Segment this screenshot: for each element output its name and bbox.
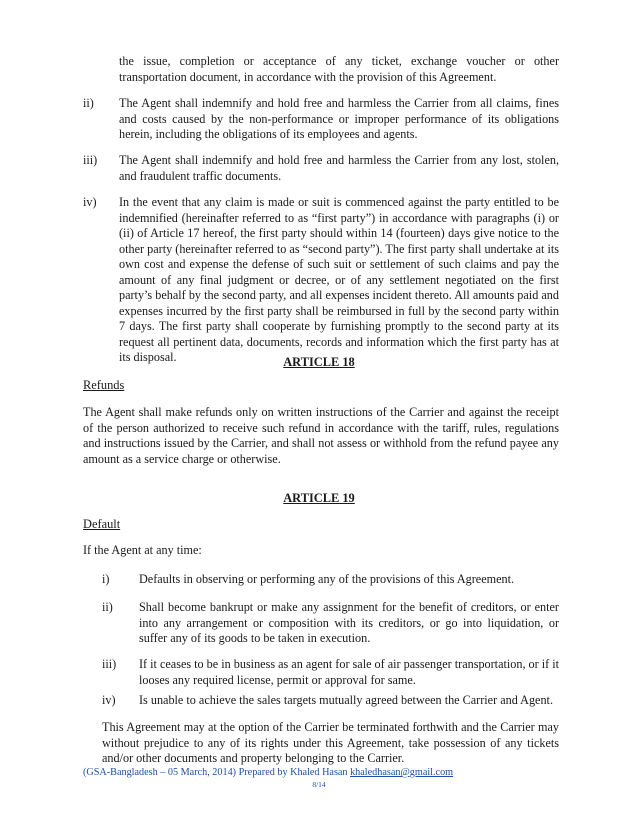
- list-item: Is unable to achieve the sales targets mutually agreed between the Carrier and Agent.: [139, 693, 553, 707]
- article-19-closing: This Agreement may at the option of the Carrier be terminated forthwith and the Carrier may without prejudice to any of its rights under this Agreement, take possession of any tickets and/or other documents and property belonging to the Carrier.: [102, 720, 559, 765]
- article-19-intro: If the Agent at any time:: [83, 543, 202, 557]
- list-item: If it ceases to be in business as an agent for sale of air passenger transportation, or if it looses any required license, permit or approval for same.: [139, 657, 559, 687]
- list-item: Defaults in observing or performing any of the provisions of this Agreement.: [139, 572, 515, 586]
- list-item: The Agent shall indemnify and hold free and harmless the Carrier from all claims, fines and costs caused by the non-performance or improper performance of its obligations herein, including the obligations of its employees and agents.: [119, 96, 559, 141]
- article-18-body: The Agent shall make refunds only on written instructions of the Carrier and against the receipt of the person authorized to receive such refund in accordance with the tariff, rules, regulations and instructions issued by the Carrier, and shall not assess or withhold from the refund payee any amount as a service charge or otherwise.: [83, 405, 559, 466]
- list-item: In the event that any claim is made or suit is commenced against the party entitled to be indemnified (hereinafter referred to as “first party”) in accordance with paragraphs (i) or (ii) of Article 17 hereof, the first party should within 14 (fourteen) days give notice to the other party (hereinafter referred to as “second party”). The first party shall undertake at its own cost and expense the defense of such suit or settlement of such claims and pay the amount of any final judgment or decree, or of any settlement negotiated on the first party’s behalf by the second party, and all expenses incident thereto. All amounts paid and expenses incurred by the first party shall be reimbursed in full by the second party within 7 days. The first party shall cooperate by furnishing promptly to the second party at its request all pertinent data, documents, records and information which the first party has at its disposal.: [119, 195, 559, 364]
- list-number: ii): [102, 600, 113, 614]
- article-19-subheading: Default: [83, 517, 121, 531]
- article-19-heading: ARTICLE 19: [283, 491, 355, 505]
- list-item: The Agent shall indemnify and hold free and harmless the Carrier from any lost, stolen, and fraudulent traffic documents.: [119, 153, 559, 183]
- list-number: ii): [83, 96, 94, 110]
- list-number: iv): [102, 693, 116, 707]
- list-number: i): [102, 572, 110, 586]
- footer: [83, 767, 453, 778]
- footer-text: (GSA-Bangladesh – 05 March, 2014) Prepared by Khaled Hasan: [83, 767, 351, 778]
- list-number: iii): [83, 153, 98, 167]
- article-18-subheading: Refunds: [83, 378, 125, 392]
- list-number: iv): [83, 195, 97, 209]
- email-link[interactable]: khaledhasan@gmail.com: [350, 767, 454, 778]
- list-item: Shall become bankrupt or make any assignment for the benefit of creditors, or enter into any arrangement or composition with its creditors, or go into liquidation, or suffer any of its goods to be taken in execution.: [139, 600, 559, 645]
- list-number: iii): [102, 657, 117, 671]
- continuation-paragraph: the issue, completion or acceptance of any ticket, exchange voucher or other transportation document, in accordance with the provision of this Agreement.: [119, 54, 559, 84]
- page-number: 8/14: [312, 780, 326, 789]
- article-18-heading: ARTICLE 18: [283, 355, 355, 369]
